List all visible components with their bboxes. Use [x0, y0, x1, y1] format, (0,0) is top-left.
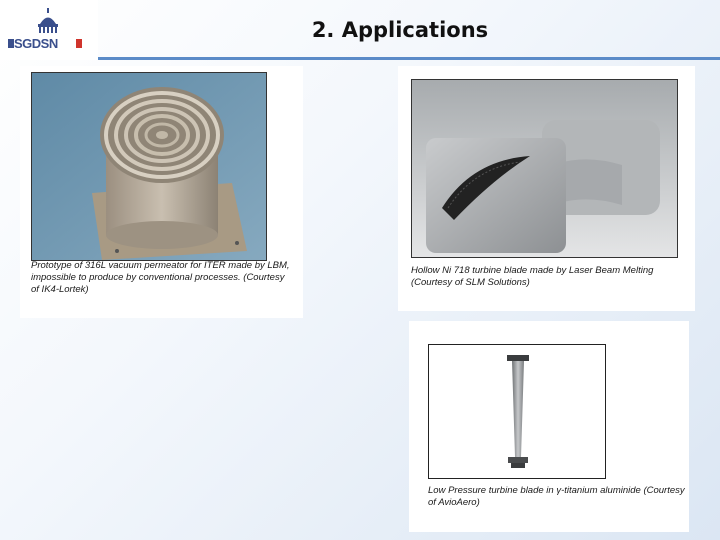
spiral-permeator-photo-icon — [32, 73, 266, 260]
lp-blade-photo — [428, 344, 606, 479]
figure-caption: Prototype of 316L vacuum permeator for ITER made by LBM, impossible to produce by conventional processes. (Courtesy of IK4-Lortek) — [31, 260, 290, 295]
figure-card-permeator — [20, 66, 303, 318]
title-rule — [98, 57, 720, 60]
permeator-photo — [31, 72, 267, 261]
figure-caption: Low Pressure turbine blade in γ-titanium aluminide (Courtesy of AvioAero) — [428, 485, 685, 508]
figure-card-hollow-blade — [398, 66, 695, 311]
figure-caption: Hollow Ni 718 turbine blade made by Laser Beam Melting (Courtesy of SLM Solutions) — [411, 265, 654, 288]
hollow-turbine-blade-photo-icon — [412, 80, 677, 257]
figure-card-lp-blade — [409, 321, 689, 532]
hollow-blade-photo — [411, 79, 678, 258]
logo-text: SGDSN — [14, 36, 58, 51]
sgdsn-logo — [0, 0, 98, 60]
logo-flag-right — [76, 39, 82, 48]
dome-icon — [33, 8, 63, 34]
page-title: 2. Applications — [311, 18, 489, 42]
low-pressure-turbine-blade-photo-icon — [429, 345, 605, 478]
